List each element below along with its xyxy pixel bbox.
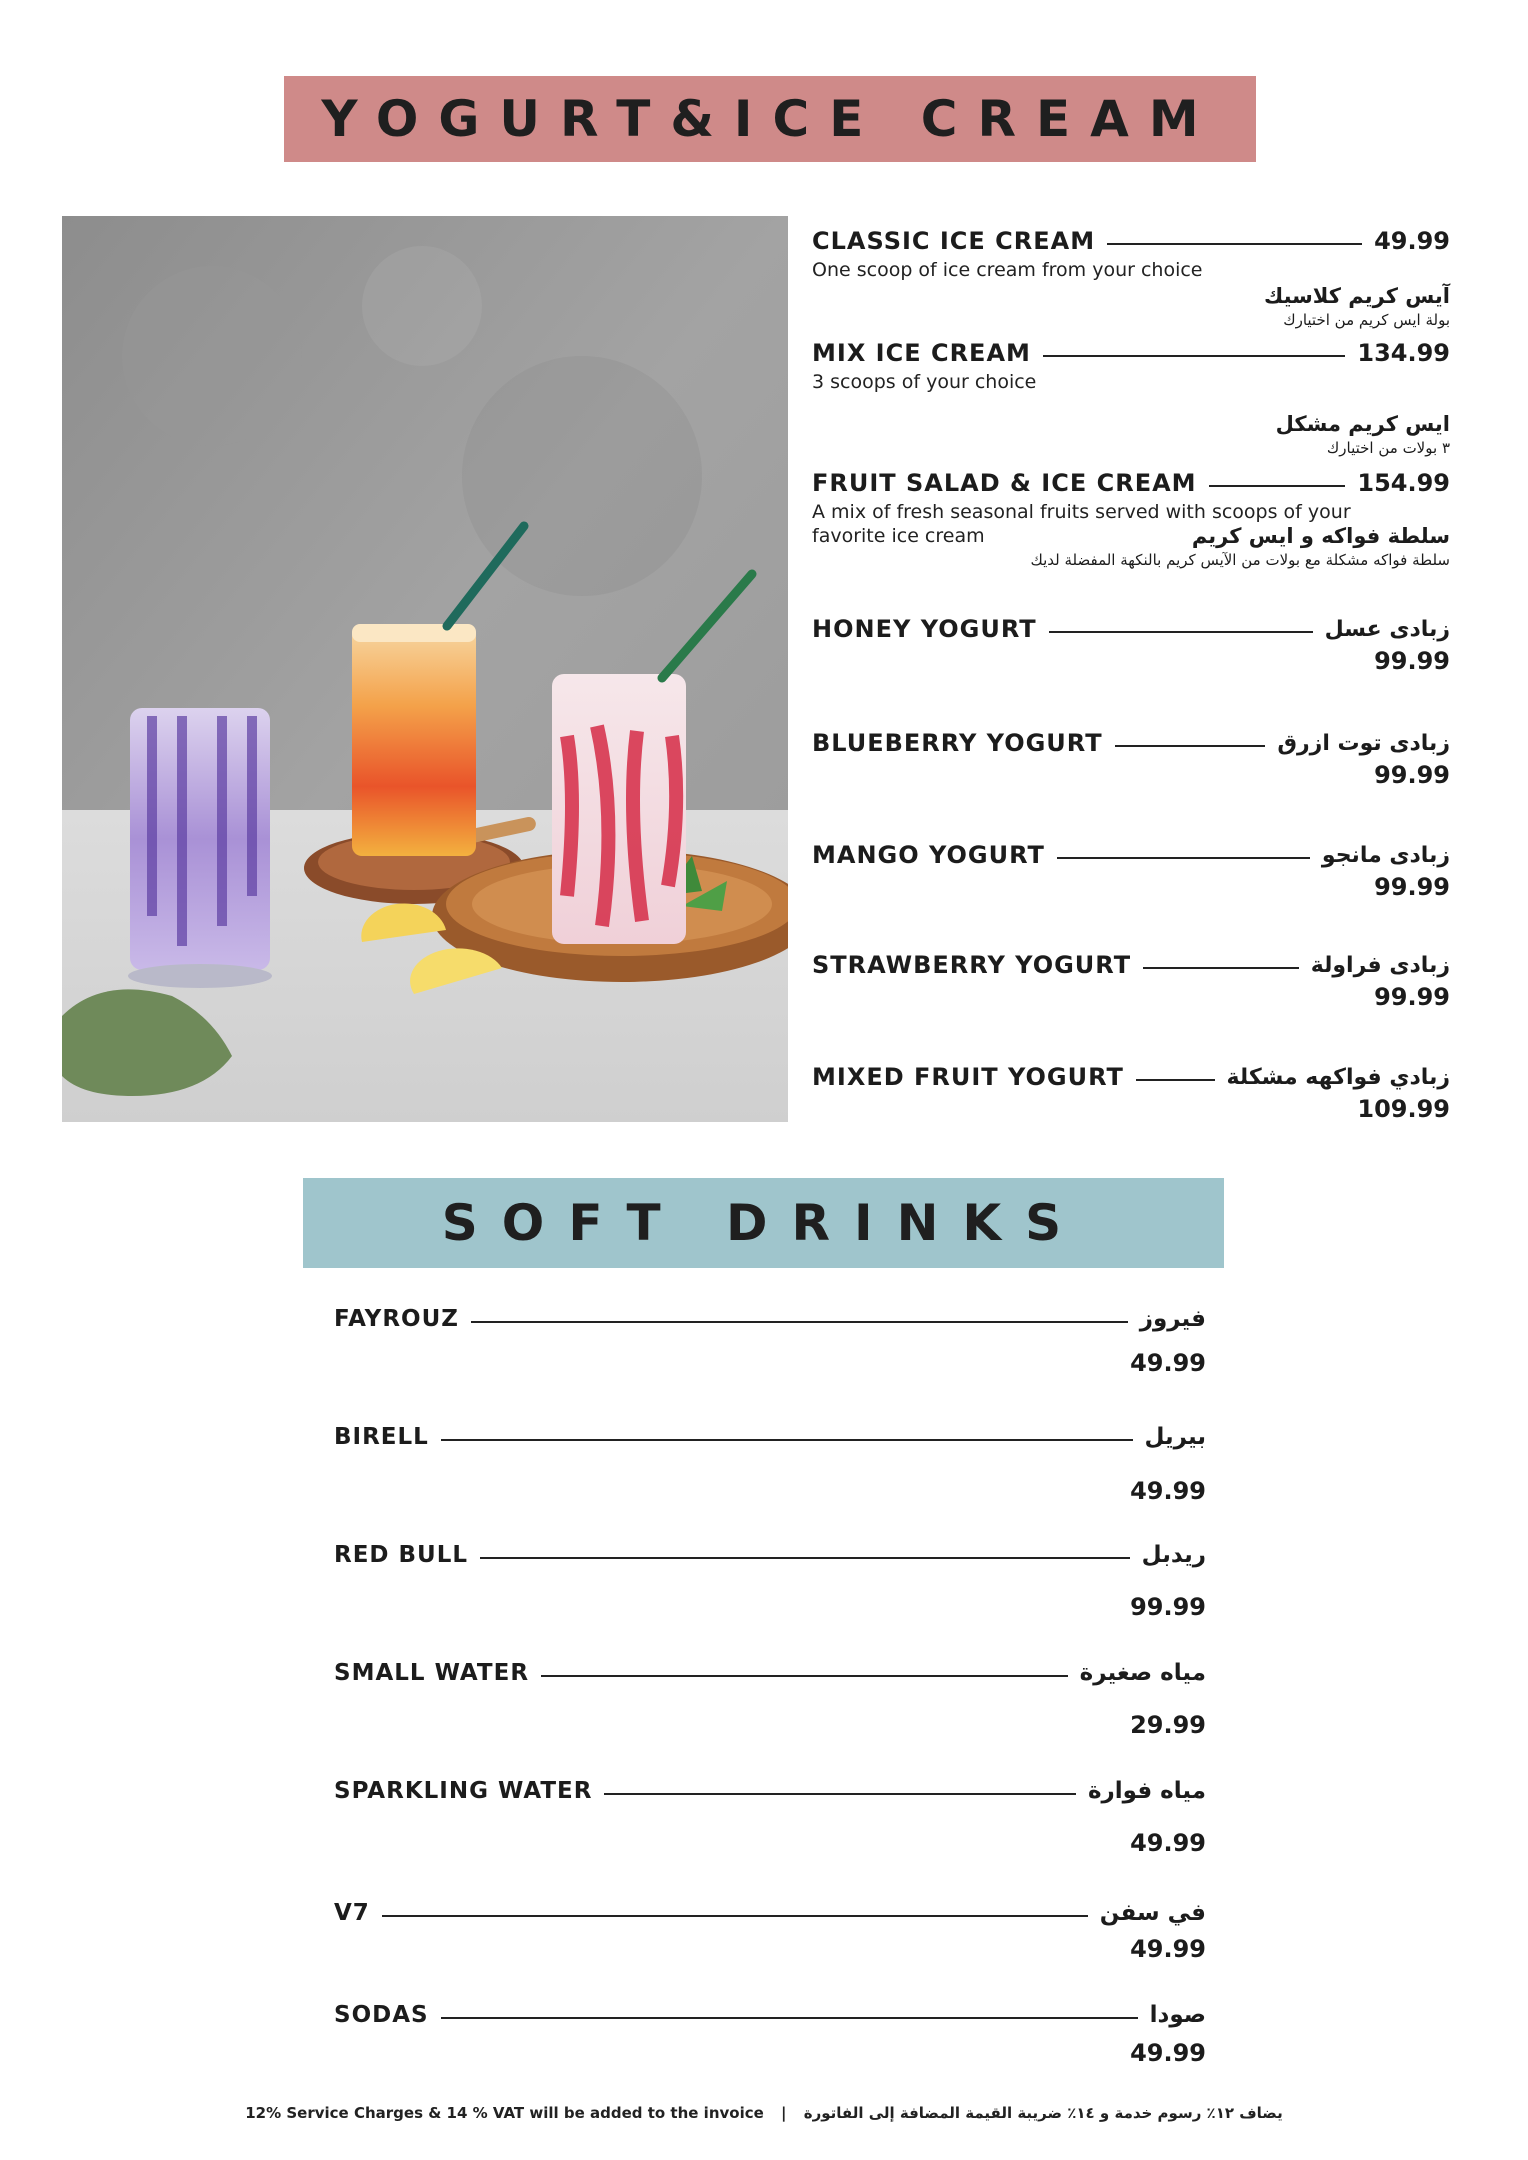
item-arabic-name: زبادى مانجو: [1321, 842, 1450, 868]
drink-name: BIRELL: [334, 1424, 429, 1450]
service-charge-note-en: 12% Service Charges & 14 % VAT will be added to the invoice: [245, 2104, 764, 2122]
dotted-leader: [1107, 243, 1362, 245]
drink-sparkling-water: [334, 1774, 1206, 1858]
item-arabic-name: زبادي فواكهه مشكلة: [1226, 1064, 1450, 1090]
drink-red-bull: [334, 1538, 1206, 1622]
dotted-leader: [382, 1915, 1088, 1917]
item-price: 109.99: [1357, 1095, 1450, 1123]
drink-fayrouz: [334, 1302, 1206, 1378]
item-price: 99.99: [1374, 647, 1450, 675]
item-description: 3 scoops of your choice: [812, 371, 1037, 393]
item-arabic-name: آيس كريم كلاسيك: [1264, 284, 1450, 308]
menu-item-classic-ice-cream: [812, 224, 1450, 330]
drink-name: SPARKLING WATER: [334, 1778, 593, 1804]
dotted-leader: [471, 1321, 1128, 1323]
drink-price: 49.99: [1130, 1477, 1206, 1505]
item-name: STRAWBERRY YOGURT: [812, 951, 1132, 979]
dotted-leader: [604, 1793, 1075, 1795]
dotted-leader: [1136, 1079, 1215, 1081]
item-name: BLUEBERRY YOGURT: [812, 729, 1103, 757]
dotted-leader: [480, 1557, 1130, 1559]
item-name: MIX ICE CREAM: [812, 339, 1031, 367]
drink-price: 49.99: [1130, 1349, 1206, 1377]
footer-separator: |: [781, 2104, 787, 2122]
item-price: 49.99: [1374, 227, 1450, 255]
dotted-leader: [1043, 355, 1345, 357]
menu-item-mango-yogurt: [812, 838, 1450, 902]
drink-name: RED BULL: [334, 1542, 469, 1568]
dotted-leader: [1209, 485, 1346, 487]
item-arabic-description: بولة ايس كريم من اختيارك: [1283, 311, 1450, 329]
drink-arabic-name: صودا: [1149, 2002, 1206, 2028]
item-name: HONEY YOGURT: [812, 615, 1037, 643]
soft-drinks-title: SOFT DRINKS: [303, 1178, 1224, 1268]
yogurt-drinks-photo: [62, 216, 788, 1122]
drink-arabic-name: مياه صغيرة: [1079, 1660, 1206, 1686]
dotted-leader: [1049, 631, 1313, 633]
item-name: MIXED FRUIT YOGURT: [812, 1063, 1124, 1091]
menu-item-strawberry-yogurt: [812, 948, 1450, 1012]
item-price: 99.99: [1374, 873, 1450, 901]
drink-small-water: [334, 1656, 1206, 1740]
drink-name: SMALL WATER: [334, 1660, 530, 1686]
dotted-leader: [1115, 745, 1266, 747]
menu-item-mix-ice-cream: [812, 336, 1450, 458]
menu-item-blueberry-yogurt: [812, 726, 1450, 790]
drink-price: 49.99: [1130, 2039, 1206, 2067]
item-arabic-name: زبادى عسل: [1324, 616, 1450, 642]
item-price: 134.99: [1357, 339, 1450, 367]
item-description: A mix of fresh seasonal fruits served with scoops of your favorite ice cream: [812, 501, 1351, 547]
dotted-leader: [541, 1675, 1068, 1677]
dotted-leader: [1057, 857, 1310, 859]
item-arabic-description: سلطة فواكه مشكلة مع بولات من الآيس كريم بالنكهة المفضلة لديك: [1030, 551, 1450, 569]
drink-arabic-name: ريدبل: [1141, 1542, 1206, 1568]
drink-v7: [334, 1896, 1206, 1964]
item-price: 99.99: [1374, 983, 1450, 1011]
drink-arabic-name: في سفن: [1099, 1900, 1206, 1926]
item-name: FRUIT SALAD & ICE CREAM: [812, 469, 1197, 497]
yogurt-ice-cream-title: YOGURT&ICE CREAM: [284, 76, 1256, 162]
drink-price: 49.99: [1130, 1935, 1206, 1963]
drink-arabic-name: فيروز: [1139, 1306, 1206, 1332]
drink-birell: [334, 1420, 1206, 1506]
item-arabic-name: سلطة فواكه و ايس كريم: [1191, 524, 1450, 548]
dotted-leader: [441, 1439, 1133, 1441]
drink-name: FAYROUZ: [334, 1306, 459, 1332]
item-name: CLASSIC ICE CREAM: [812, 227, 1096, 255]
drink-arabic-name: مياه فوارة: [1087, 1778, 1206, 1804]
drink-price: 49.99: [1130, 1829, 1206, 1857]
item-arabic-description: ٣ بولات من اختيارك: [1326, 439, 1450, 457]
item-arabic-name: ايس كريم مشكل: [1275, 412, 1450, 436]
service-charge-note-ar: يضاف ١٢٪ رسوم خدمة و ١٤٪ ضريبة القيمة المضافة إلى الفاتورة: [803, 2104, 1283, 2122]
drink-arabic-name: بيريل: [1144, 1424, 1206, 1450]
item-arabic-name: زبادى توت ازرق: [1277, 730, 1450, 756]
item-name: MANGO YOGURT: [812, 841, 1045, 869]
drink-price: 29.99: [1130, 1711, 1206, 1739]
drink-name: V7: [334, 1900, 370, 1926]
item-price: 154.99: [1357, 469, 1450, 497]
dotted-leader: [441, 2017, 1138, 2019]
service-charge-note: [0, 2104, 1528, 2122]
menu-item-mixed-fruit-yogurt: [812, 1060, 1450, 1124]
item-arabic-name: زبادى فراولة: [1310, 952, 1450, 978]
item-price: 99.99: [1374, 761, 1450, 789]
drink-sodas: [334, 1998, 1206, 2068]
item-description: One scoop of ice cream from your choice: [812, 259, 1203, 281]
drink-price: 99.99: [1130, 1593, 1206, 1621]
drink-name: SODAS: [334, 2002, 429, 2028]
menu-item-honey-yogurt: [812, 612, 1450, 676]
menu-item-fruit-salad-ice-cream: [812, 466, 1450, 570]
dotted-leader: [1143, 967, 1299, 969]
